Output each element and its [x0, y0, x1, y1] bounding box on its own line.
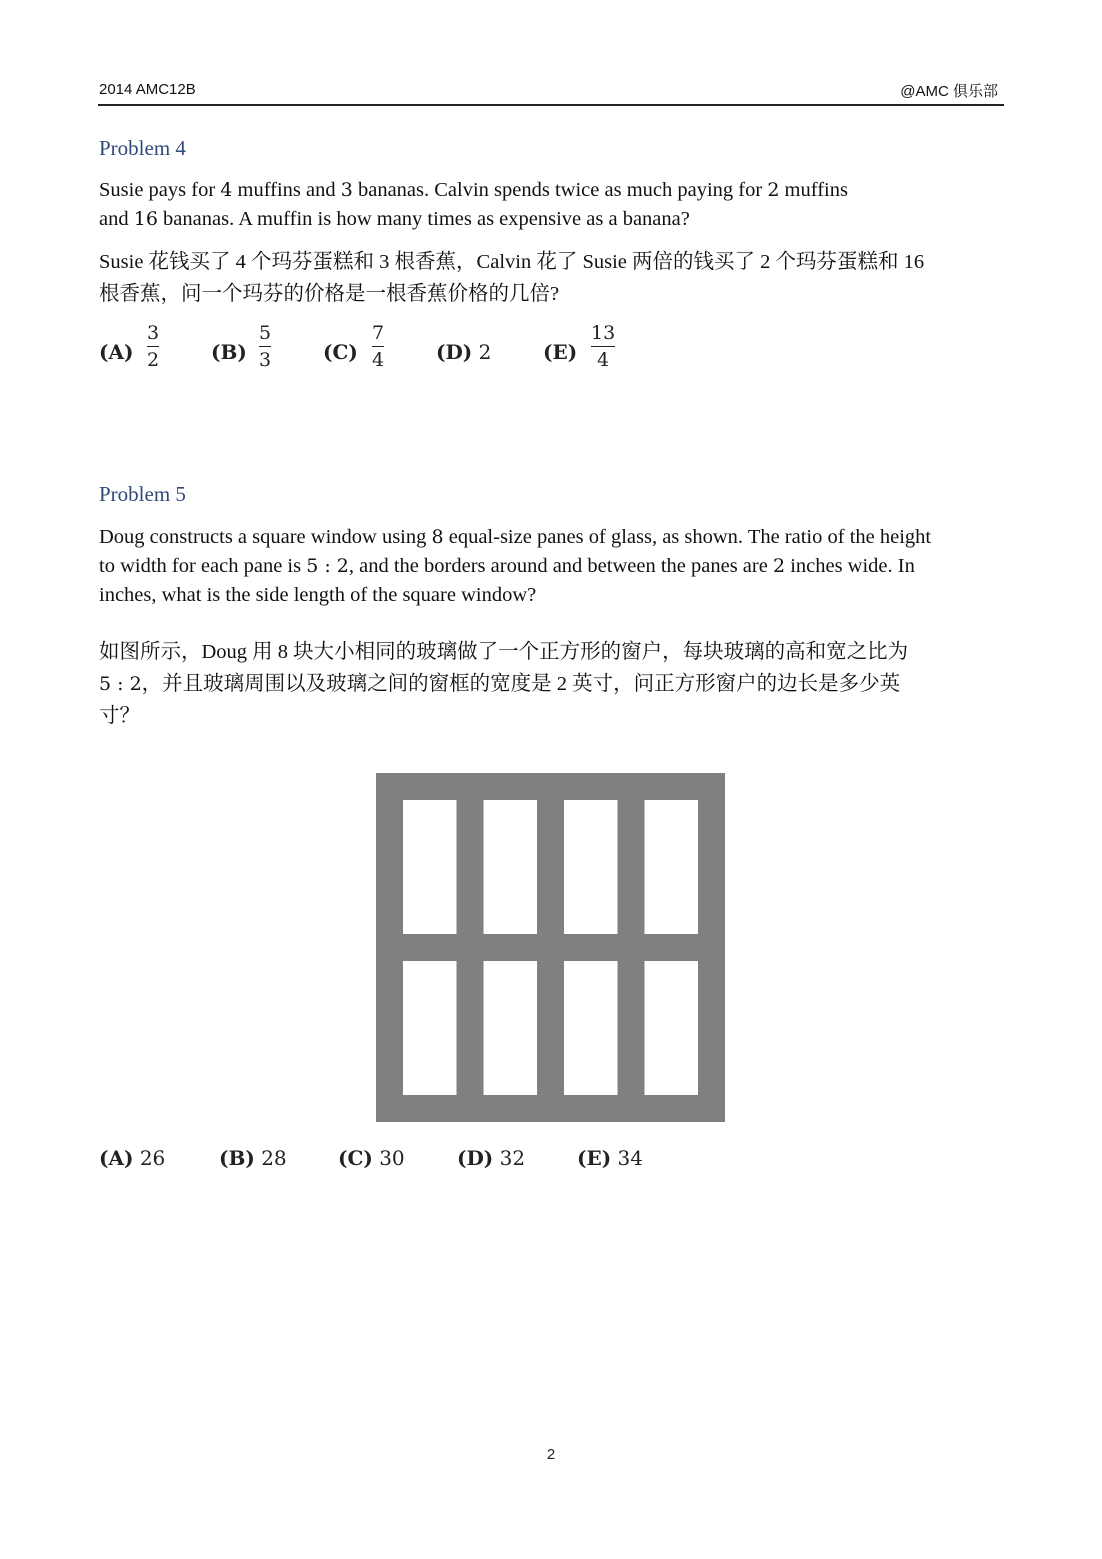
problem-5-en-line-1: Doug constructs a square window using 8 equal-size panes of glass, as shown. The ratio of the height [99, 526, 932, 548]
glass-pane [484, 961, 538, 1095]
problem-4-zh-line-2: 根香蕉，问一个玛芬的价格是一根香蕉价格的几倍? [99, 283, 560, 305]
choice-c-fraction: $\frac{7}{4}$ [372, 322, 385, 371]
header-right: @AMC 俱乐部 [900, 83, 998, 100]
problem-5-en-line-2: to width for each pane is 5 : 2, and the borders around and between the panes are 2 inches wide. In [99, 555, 915, 577]
glass-pane [645, 800, 699, 934]
choice-a: (A) [99, 340, 134, 364]
choice-a: (A) 26 [99, 1146, 166, 1170]
problem-4-en-line-1: Susie pays for 4 muffins and 3 bananas. Calvin spends twice as much paying for 2 muffins [99, 179, 848, 201]
glass-pane [564, 961, 618, 1095]
choice-e-fraction: $\frac{13}{4}$ [591, 322, 616, 371]
problem-4-en-line-2: and 16 bananas. A muffin is how many times as expensive as a banana? [99, 208, 690, 230]
glass-pane [403, 961, 457, 1095]
glass-pane [403, 800, 457, 934]
problem-5-title: Problem 5 [99, 482, 186, 506]
glass-pane [484, 800, 538, 934]
problem-5-text-zh [99, 636, 1009, 732]
choice-b-fraction: $\frac{5}{3}$ [259, 322, 272, 371]
choice-c: (C) [323, 340, 358, 364]
problem-4-title: Problem 4 [99, 136, 186, 160]
problem-4-text-en [99, 176, 1009, 234]
problem-4-text-zh [99, 246, 1009, 310]
choice-d: (D) 2 [436, 340, 492, 364]
choice-b: (B) 28 [219, 1146, 287, 1170]
choice-c: (C) 30 [338, 1146, 405, 1170]
problem-5-zh-line-1: 如图所示，Doug 用 8 块大小相同的玻璃做了一个正方形的窗户，每块玻璃的高和宽之比为 [99, 641, 909, 663]
choice-e: (E) 34 [577, 1146, 643, 1170]
square-window-figure [376, 773, 725, 1122]
problem-4-zh-line-1: Susie 花钱买了 4 个玛芬蛋糕和 3 根香蕉，Calvin 花了 Susie 两倍的钱买了 2 个玛芬蛋糕和 16 [99, 251, 925, 273]
choice-a-fraction: $\frac{3}{2}$ [147, 322, 160, 371]
problem-5-en-line-3: inches, what is the side length of the square window? [99, 584, 537, 606]
choice-d: (D) 32 [457, 1146, 526, 1170]
choice-e: (E) [543, 340, 578, 364]
page-header [98, 78, 1004, 106]
choice-b: (B) [211, 340, 247, 364]
problem-5-zh-line-3: 寸？ [99, 705, 140, 727]
problem-5-zh-line-2: 5 : 2，并且玻璃周围以及玻璃之间的窗框的宽度是 2 英寸，问正方形窗户的边长是多少英 [99, 673, 901, 695]
glass-pane [645, 961, 699, 1095]
glass-pane [564, 800, 618, 934]
page-number: 2 [546, 1446, 556, 1463]
header-left: 2014 AMC12B [99, 81, 196, 98]
problem-5-text-en [99, 523, 1009, 610]
